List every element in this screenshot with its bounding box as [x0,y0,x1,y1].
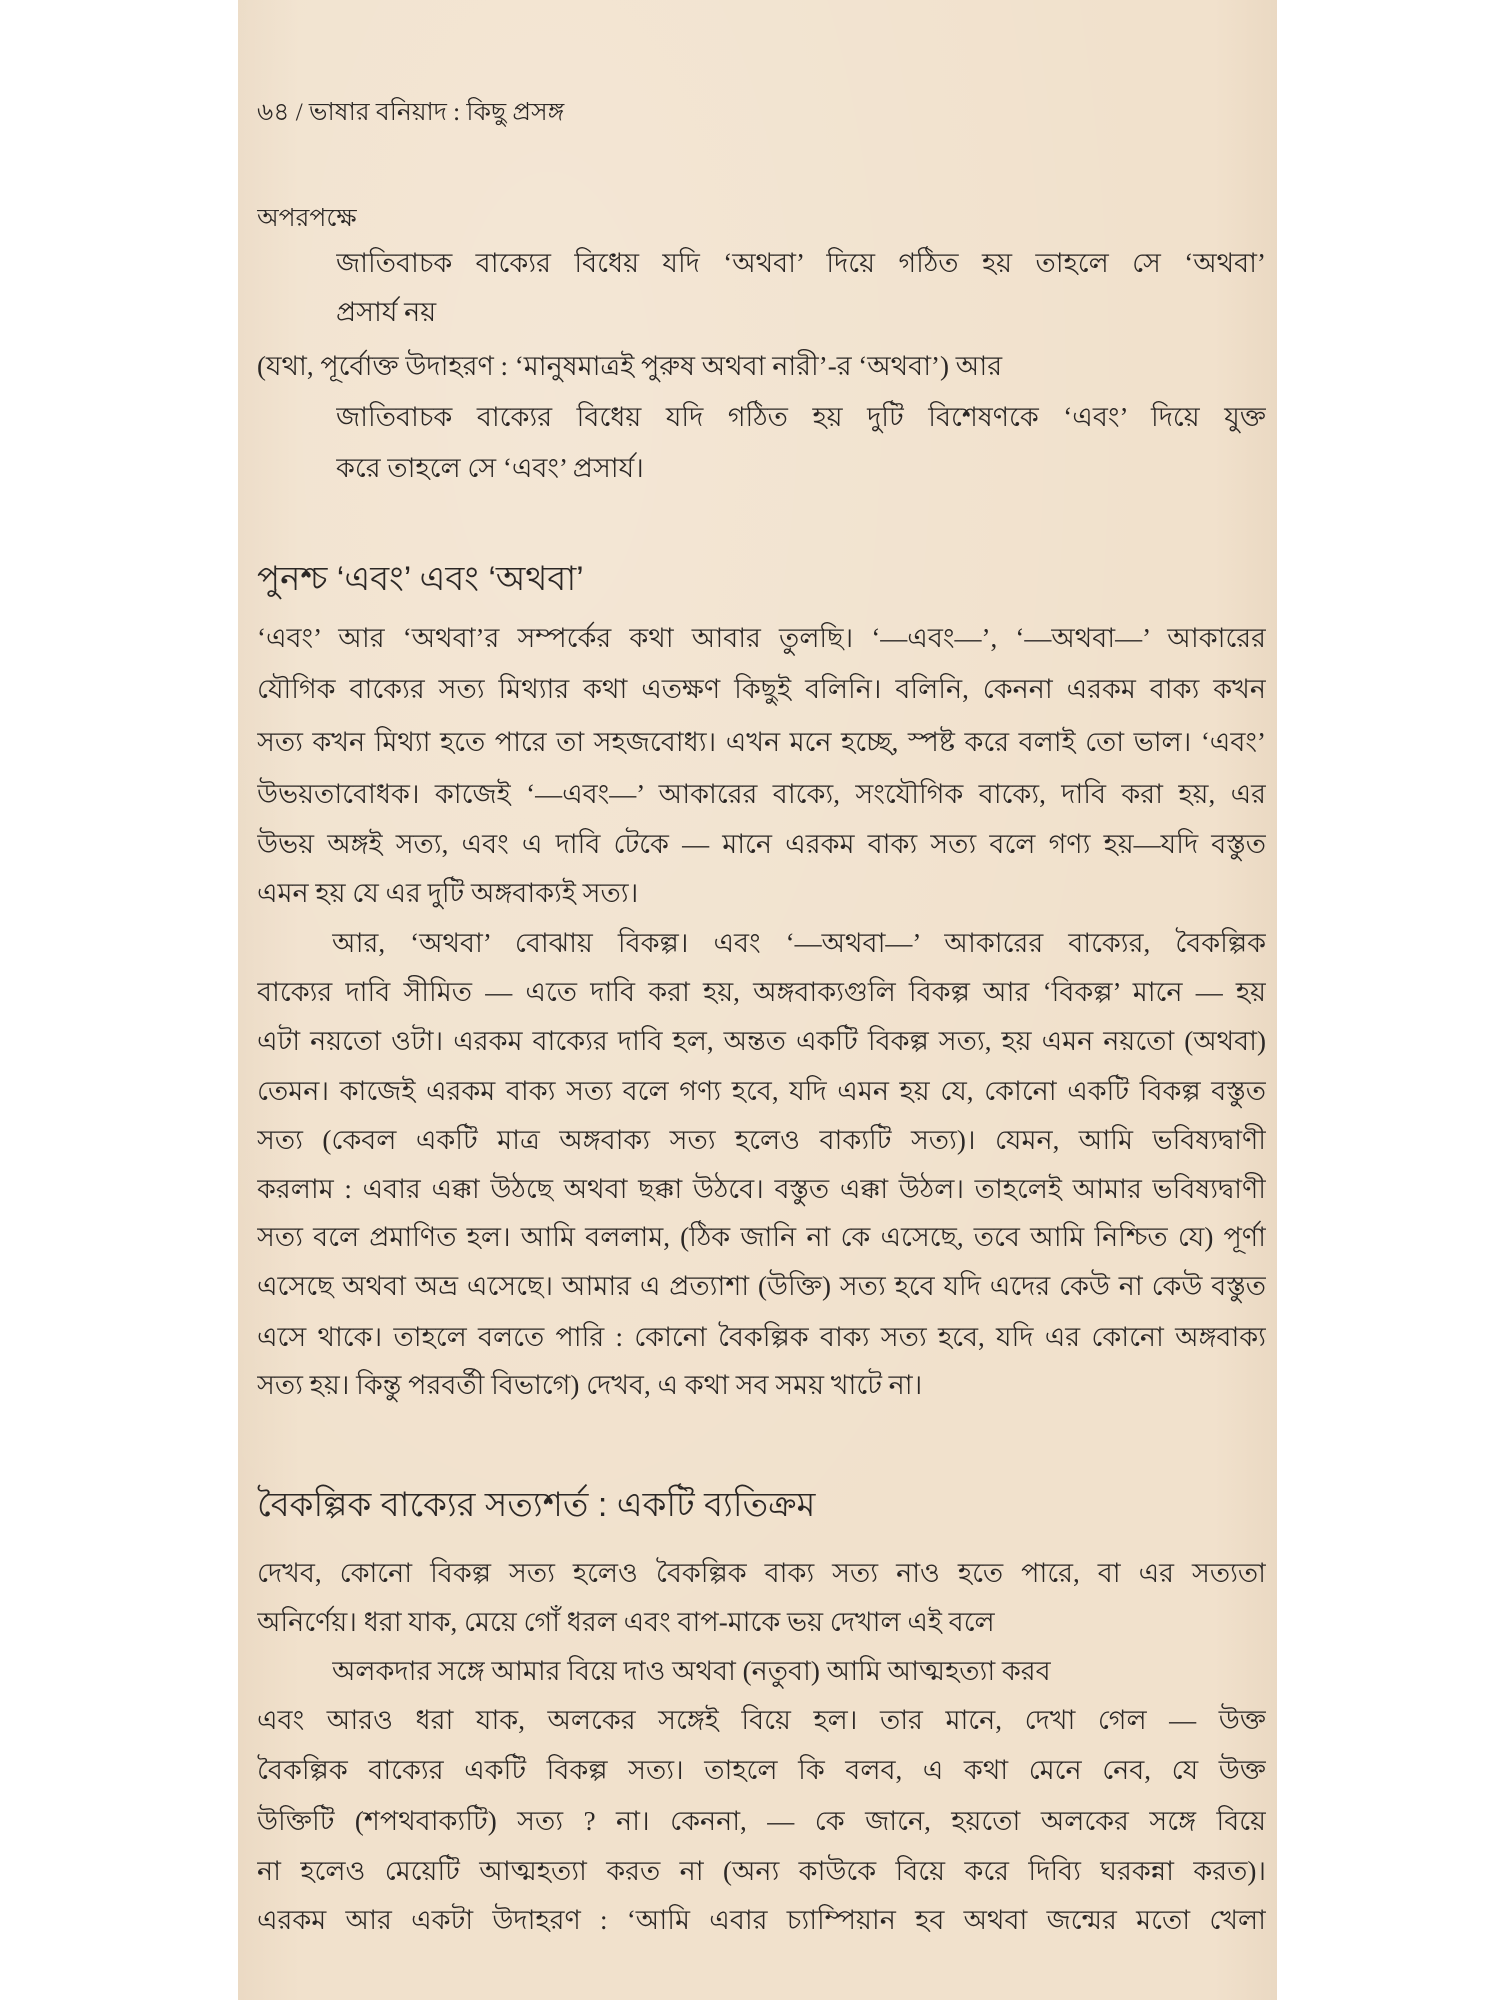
body-line: দেখব, কোনো বিকল্প সত্য হলেও বৈকল্পিক বাক্য সত্য নাও হতে পারে, বা এর সত্যতা [257,1558,1266,1588]
body-line: জাতিবাচক বাক্যের বিধেয় যদি ‘অথবা’ দিয়ে গঠিত হয় তাহলে সে ‘অথবা’ [336,248,1266,278]
body-line: করে তাহলে সে ‘এবং’ প্রসার্য। [336,453,644,483]
body-line: প্রসার্য নয় [336,297,437,327]
body-line: জাতিবাচক বাক্যের বিধেয় যদি গঠিত হয় দুটি বিশেষণকে ‘এবং’ দিয়ে যুক্ত [336,402,1266,432]
body-line: সত্য হয়। কিন্তু পরবর্তী বিভাগে) দেখব, এ কথা সব সময় খাটে না। [257,1370,923,1400]
section-heading: পুনশ্চ ‘এবং’ এবং ‘অথবা’ [257,560,584,598]
body-line: এরকম আর একটা উদাহরণ : ‘আমি এবার চ্যাম্পিয়ান হব অথবা জন্মের মতো খেলা [257,1905,1266,1935]
body-line: এমন হয় যে এর দুটি অঙ্গবাক্যই সত্য। [257,878,639,908]
body-line: না হলেও মেয়েটি আত্মহত্যা করত না (অন্য কাউকে বিয়ে করে দিব্যি ঘরকন্না করত)। [257,1856,1266,1886]
body-line: আর, ‘অথবা’ বোঝায় বিকল্প। এবং ‘—অথবা—’ আকারের বাক্যের, বৈকল্পিক [332,928,1266,958]
body-line: যৌগিক বাক্যের সত্য মিথ্যার কথা এতক্ষণ কিছুই বলিনি। বলিনি, কেননা এরকম বাক্য কখন [257,674,1266,704]
body-line: এসে থাকে। তাহলে বলতে পারি : কোনো বৈকল্পিক বাক্য সত্য হবে, যদি এর কোনো অঙ্গবাক্য [257,1322,1266,1352]
body-line: সত্য বলে প্রমাণিত হল। আমি বললাম, (ঠিক জানি না কে এসেছে, তবে আমি নিশ্চিত যে) পূর্ণা [257,1222,1266,1252]
body-line: এসেছে অথবা অভ্র এসেছে। আমার এ প্রত্যাশা (উক্তি) সত্য হবে যদি এদের কেউ না কেউ বস্তুত [257,1271,1266,1301]
body-line: উভয় অঙ্গই সত্য, এবং এ দাবি টেকে — মানে এরকম বাক্য সত্য বলে গণ্য হয়—যদি বস্তুত [257,829,1266,859]
body-line: উক্তিটি (শপথবাক্যটি) সত্য ? না। কেননা, — কে জানে, হয়তো অলকের সঙ্গে বিয়ে [257,1806,1266,1836]
body-line: সত্য কখন মিথ্যা হতে পারে তা সহজবোধ্য। এখন মনে হচ্ছে, স্পষ্ট করে বলাই তো ভাল। ‘এবং’ [257,727,1266,757]
body-line: ‘এবং’ আর ‘অথবা’র সম্পর্কের কথা আবার তুলছি। ‘—এবং—’, ‘—অথবা—’ আকারের [257,623,1266,653]
body-line: তেমন। কাজেই এরকম বাক্য সত্য বলে গণ্য হবে, যদি এমন হয় যে, কোনো একটি বিকল্প বস্তুত [257,1076,1266,1106]
body-line: বাক্যের দাবি সীমিত — এতে দাবি করা হয়, অঙ্গবাক্যগুলি বিকল্প আর ‘বিকল্প’ মানে — হয় [257,977,1266,1007]
section-heading: বৈকল্পিক বাক্যের সত্যশর্ত : একটি ব্যতিক্রম [257,1486,816,1524]
lead-word: অপরপক্ষে [257,205,357,232]
running-head: ৬৪ / ভাষার বনিয়াদ : কিছু প্রসঙ্গ [257,99,565,126]
body-line: উভয়তাবোধক। কাজেই ‘—এবং—’ আকারের বাক্যে, সংযৌগিক বাক্যে, দাবি করা হয়, এর [257,779,1266,809]
body-line: এটা নয়তো ওটা। এরকম বাক্যের দাবি হল, অন্তত একটি বিকল্প সত্য, হয় এমন নয়তো (অথবা) [257,1026,1266,1056]
body-line: অনির্ণেয়। ধরা যাক, মেয়ে গোঁ ধরল এবং বাপ-মাকে ভয় দেখাল এই বলে [257,1607,995,1637]
body-line: এবং আরও ধরা যাক, অলকের সঙ্গেই বিয়ে হল। তার মানে, দেখা গেল — উক্ত [257,1705,1266,1735]
body-line: সত্য (কেবল একটি মাত্র অঙ্গবাক্য সত্য হলেও বাক্যটি সত্য)। যেমন, আমি ভবিষ্যদ্বাণী [257,1125,1266,1155]
body-line: করলাম : এবার এক্কা উঠছে অথবা ছক্কা উঠবে। বস্তুত এক্কা উঠল। তাহলেই আমার ভবিষ্যদ্বাণী [257,1174,1266,1204]
quoted-sentence: অলকদার সঙ্গে আমার বিয়ে দাও অথবা (নতুবা) আমি আত্মহত্যা করব [332,1656,1051,1686]
body-line: (যথা, পূর্বোক্ত উদাহরণ : ‘মানুষমাত্রই পুরুষ অথবা নারী’-র ‘অথবা’) আর [257,351,1003,381]
body-line: বৈকল্পিক বাক্যের একটি বিকল্প সত্য। তাহলে কি বলব, এ কথা মেনে নেব, যে উক্ত [257,1755,1266,1785]
